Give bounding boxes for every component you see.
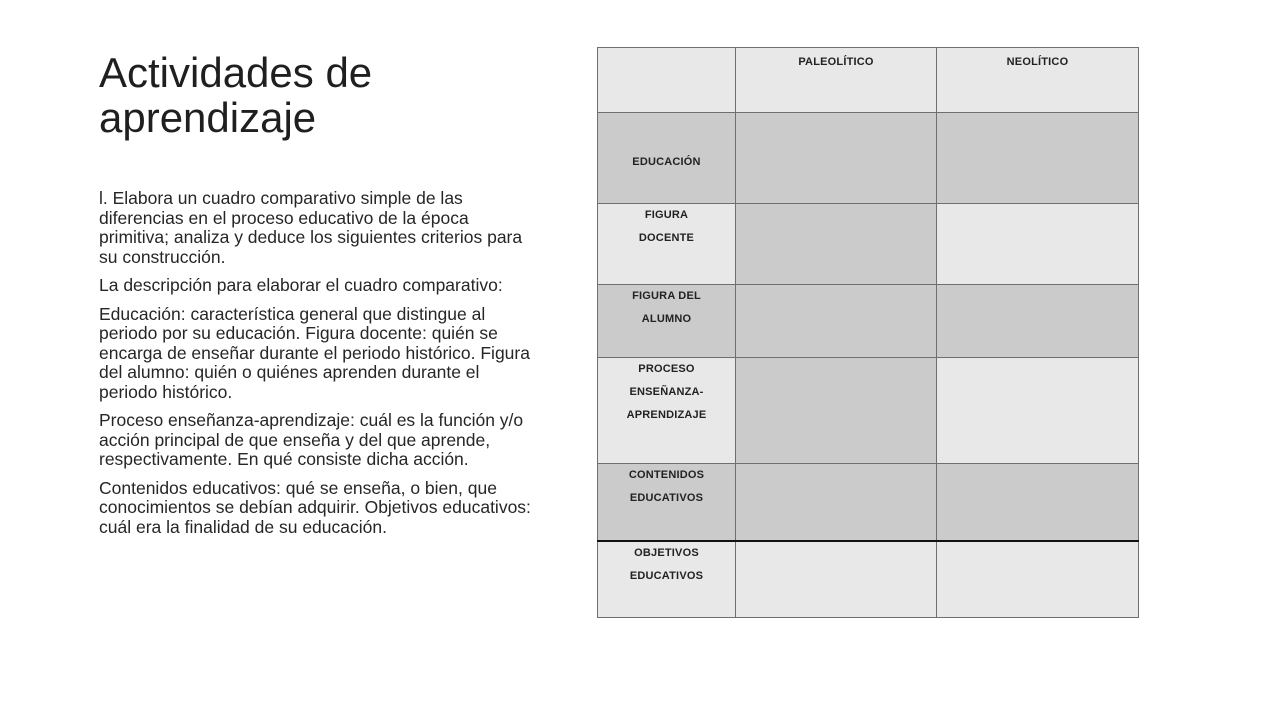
row-header-line: EDUCATIVOS <box>629 569 704 582</box>
table-cell[interactable] <box>937 358 1139 464</box>
row-header-proceso <box>598 358 736 464</box>
table-cell[interactable] <box>736 285 937 358</box>
table-cell[interactable] <box>736 204 937 285</box>
table-corner-cell <box>598 48 736 113</box>
paragraph-process-definition: Proceso enseñanza-aprendizaje: cuál es la función y/o acción principal de que enseña y del que aprende, respectivamente. En qué consiste dicha acción. <box>99 410 524 469</box>
column-header-paleolitico: PALEOLÍTICO <box>736 48 937 113</box>
table-cell[interactable] <box>937 464 1139 541</box>
table-cell[interactable] <box>736 464 937 541</box>
row-header-educacion <box>598 113 736 204</box>
table-cell[interactable] <box>937 285 1139 358</box>
paragraph-intro: l. Elabora un cuadro comparativo simple de las diferencias en el proceso educativo de la época primitiva; analiza y deduce los siguientes criterios para su construcción. <box>99 188 523 267</box>
table-cell[interactable] <box>937 113 1139 204</box>
slide-title: Actividades de aprendizaje <box>99 49 373 141</box>
row-header-objetivos <box>598 541 736 618</box>
comparison-table <box>597 47 1139 618</box>
table-cell[interactable] <box>937 541 1139 618</box>
table-cell[interactable] <box>736 358 937 464</box>
table-row-proceso <box>598 358 1139 464</box>
table-row-figura-alumno <box>598 285 1139 358</box>
row-header-line: FIGURA DEL <box>632 290 701 302</box>
table-cell[interactable] <box>736 541 937 618</box>
row-header-line: ENSEÑANZA- <box>629 386 704 398</box>
table-cell[interactable] <box>937 204 1139 285</box>
row-header-figura-docente <box>598 204 736 285</box>
row-header-line: OBJETIVOS <box>634 546 699 559</box>
row-header-line: PROCESO <box>638 363 695 375</box>
row-header-line: EDUCATIVOS <box>629 492 704 504</box>
row-header-line: ALUMNO <box>641 313 692 325</box>
row-header-figura-alumno <box>598 285 736 358</box>
paragraph-contents-objectives: Contenidos educativos: qué se enseña, o bien, que conocimientos se debían adquirir. Objetivos educativos: cuál era la finalidad de su educación. <box>99 477 531 537</box>
column-header-neolitico: NEOLÍTICO <box>937 48 1139 113</box>
row-header-contenidos <box>598 464 736 541</box>
paragraph-description: La descripción para elaborar el cuadro comparativo: <box>99 275 503 295</box>
row-header-line: DOCENTE <box>638 232 695 244</box>
row-header-line: APRENDIZAJE <box>626 409 707 421</box>
table-row-contenidos <box>598 464 1139 541</box>
row-header-line: FIGURA <box>644 209 689 221</box>
row-header-line: EDUCACIÓN <box>632 156 701 168</box>
table-header-row <box>598 48 1139 113</box>
table-row-figura-docente <box>598 204 1139 285</box>
row-header-line: CONTENIDOS <box>628 469 705 481</box>
table-row-objetivos <box>598 541 1139 618</box>
table-row-educacion <box>598 113 1139 204</box>
paragraph-education-definitions: Educación: característica general que distingue al periodo por su educación. Figura docente: quién se encarga de enseñar durante el periodo histórico. Figura del alumno: quién o quiénes aprenden durante el periodo histórico. <box>99 303 530 402</box>
table-cell[interactable] <box>736 113 937 204</box>
instructions-text <box>99 189 539 546</box>
